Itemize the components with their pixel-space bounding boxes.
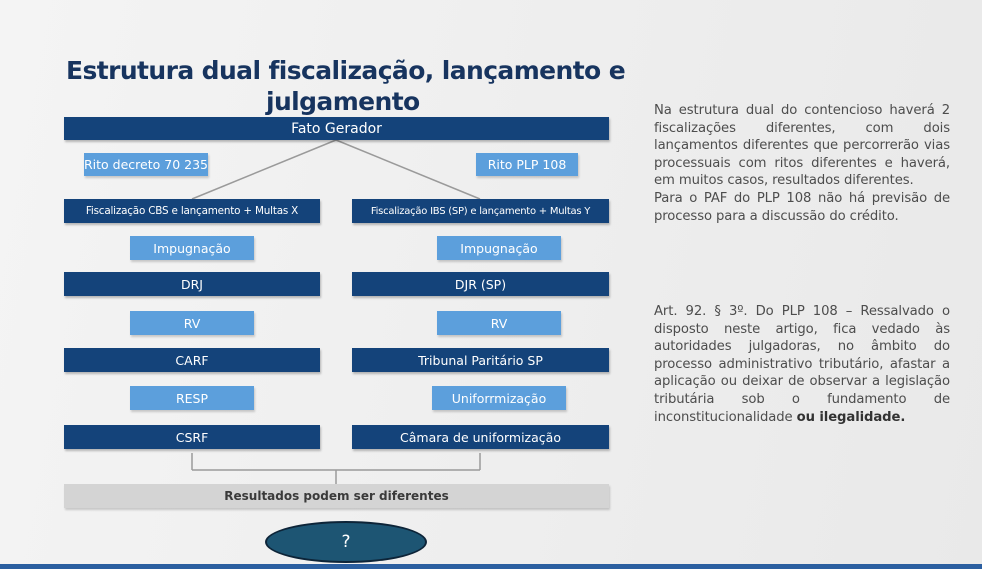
left-fiscalizacao-box: Fiscalização CBS e lançamento + Multas X xyxy=(64,199,320,223)
explanation-text xyxy=(654,102,950,225)
bottom-accent-bar xyxy=(0,564,982,569)
question-ellipse: ? xyxy=(265,521,427,563)
explanation-paragraph-1: Na estrutura dual do contencioso haverá 2 fiscalizações diferentes, com dois lançamentos diferentes que percorrerão vias processuais com ritos diferentes e haverá, em muitos casos, resultados diferentes. xyxy=(654,103,950,189)
left-csrf-box: CSRF xyxy=(64,425,320,449)
left-rv-box: RV xyxy=(130,311,254,335)
left-drj-box: DRJ xyxy=(64,272,320,296)
left-resp-box: RESP xyxy=(130,386,254,410)
article-emphasis: ou ilegalidade. xyxy=(796,409,906,425)
left-impugnacao-box: Impugnação xyxy=(130,236,254,260)
right-camara-box: Câmara de uniformização xyxy=(352,425,609,449)
right-fiscalizacao-box: Fiscalização IBS (SP) e lançamento + Multas Y xyxy=(352,199,609,223)
right-djr-box: DJR (SP) xyxy=(352,272,609,296)
explanation-paragraph-2: Para o PAF do PLP 108 não há previsão de processo para a discussão do crédito. xyxy=(654,190,950,224)
right-rite-label: Rito PLP 108 xyxy=(476,153,578,176)
left-rite-label: Rito decreto 70 235 xyxy=(84,153,208,176)
right-rv-box: RV xyxy=(437,311,561,335)
result-box: Resultados podem ser diferentes xyxy=(64,484,609,508)
right-uniformizacao-box: Uniforrmização xyxy=(432,386,566,410)
article-body: Art. 92. § 3º. Do PLP 108 – Ressalvado o disposto neste artigo, fica vedado às autoridades julgadoras, no âmbito do processo administrativo tributário, afastar a aplicação ou deixar de observar a legislação tributária sob o fundamento de inconstitucionalidade xyxy=(654,304,950,425)
article-text xyxy=(654,303,950,426)
right-tribunal-box: Tribunal Paritário SP xyxy=(352,348,609,372)
fato-gerador-box: Fato Gerador xyxy=(64,117,609,140)
right-impugnacao-box: Impugnação xyxy=(437,236,561,260)
left-carf-box: CARF xyxy=(64,348,320,372)
title-line-2: julgamento xyxy=(266,87,420,116)
title-line-1: Estrutura dual fiscalização, lançamento e xyxy=(66,56,626,85)
